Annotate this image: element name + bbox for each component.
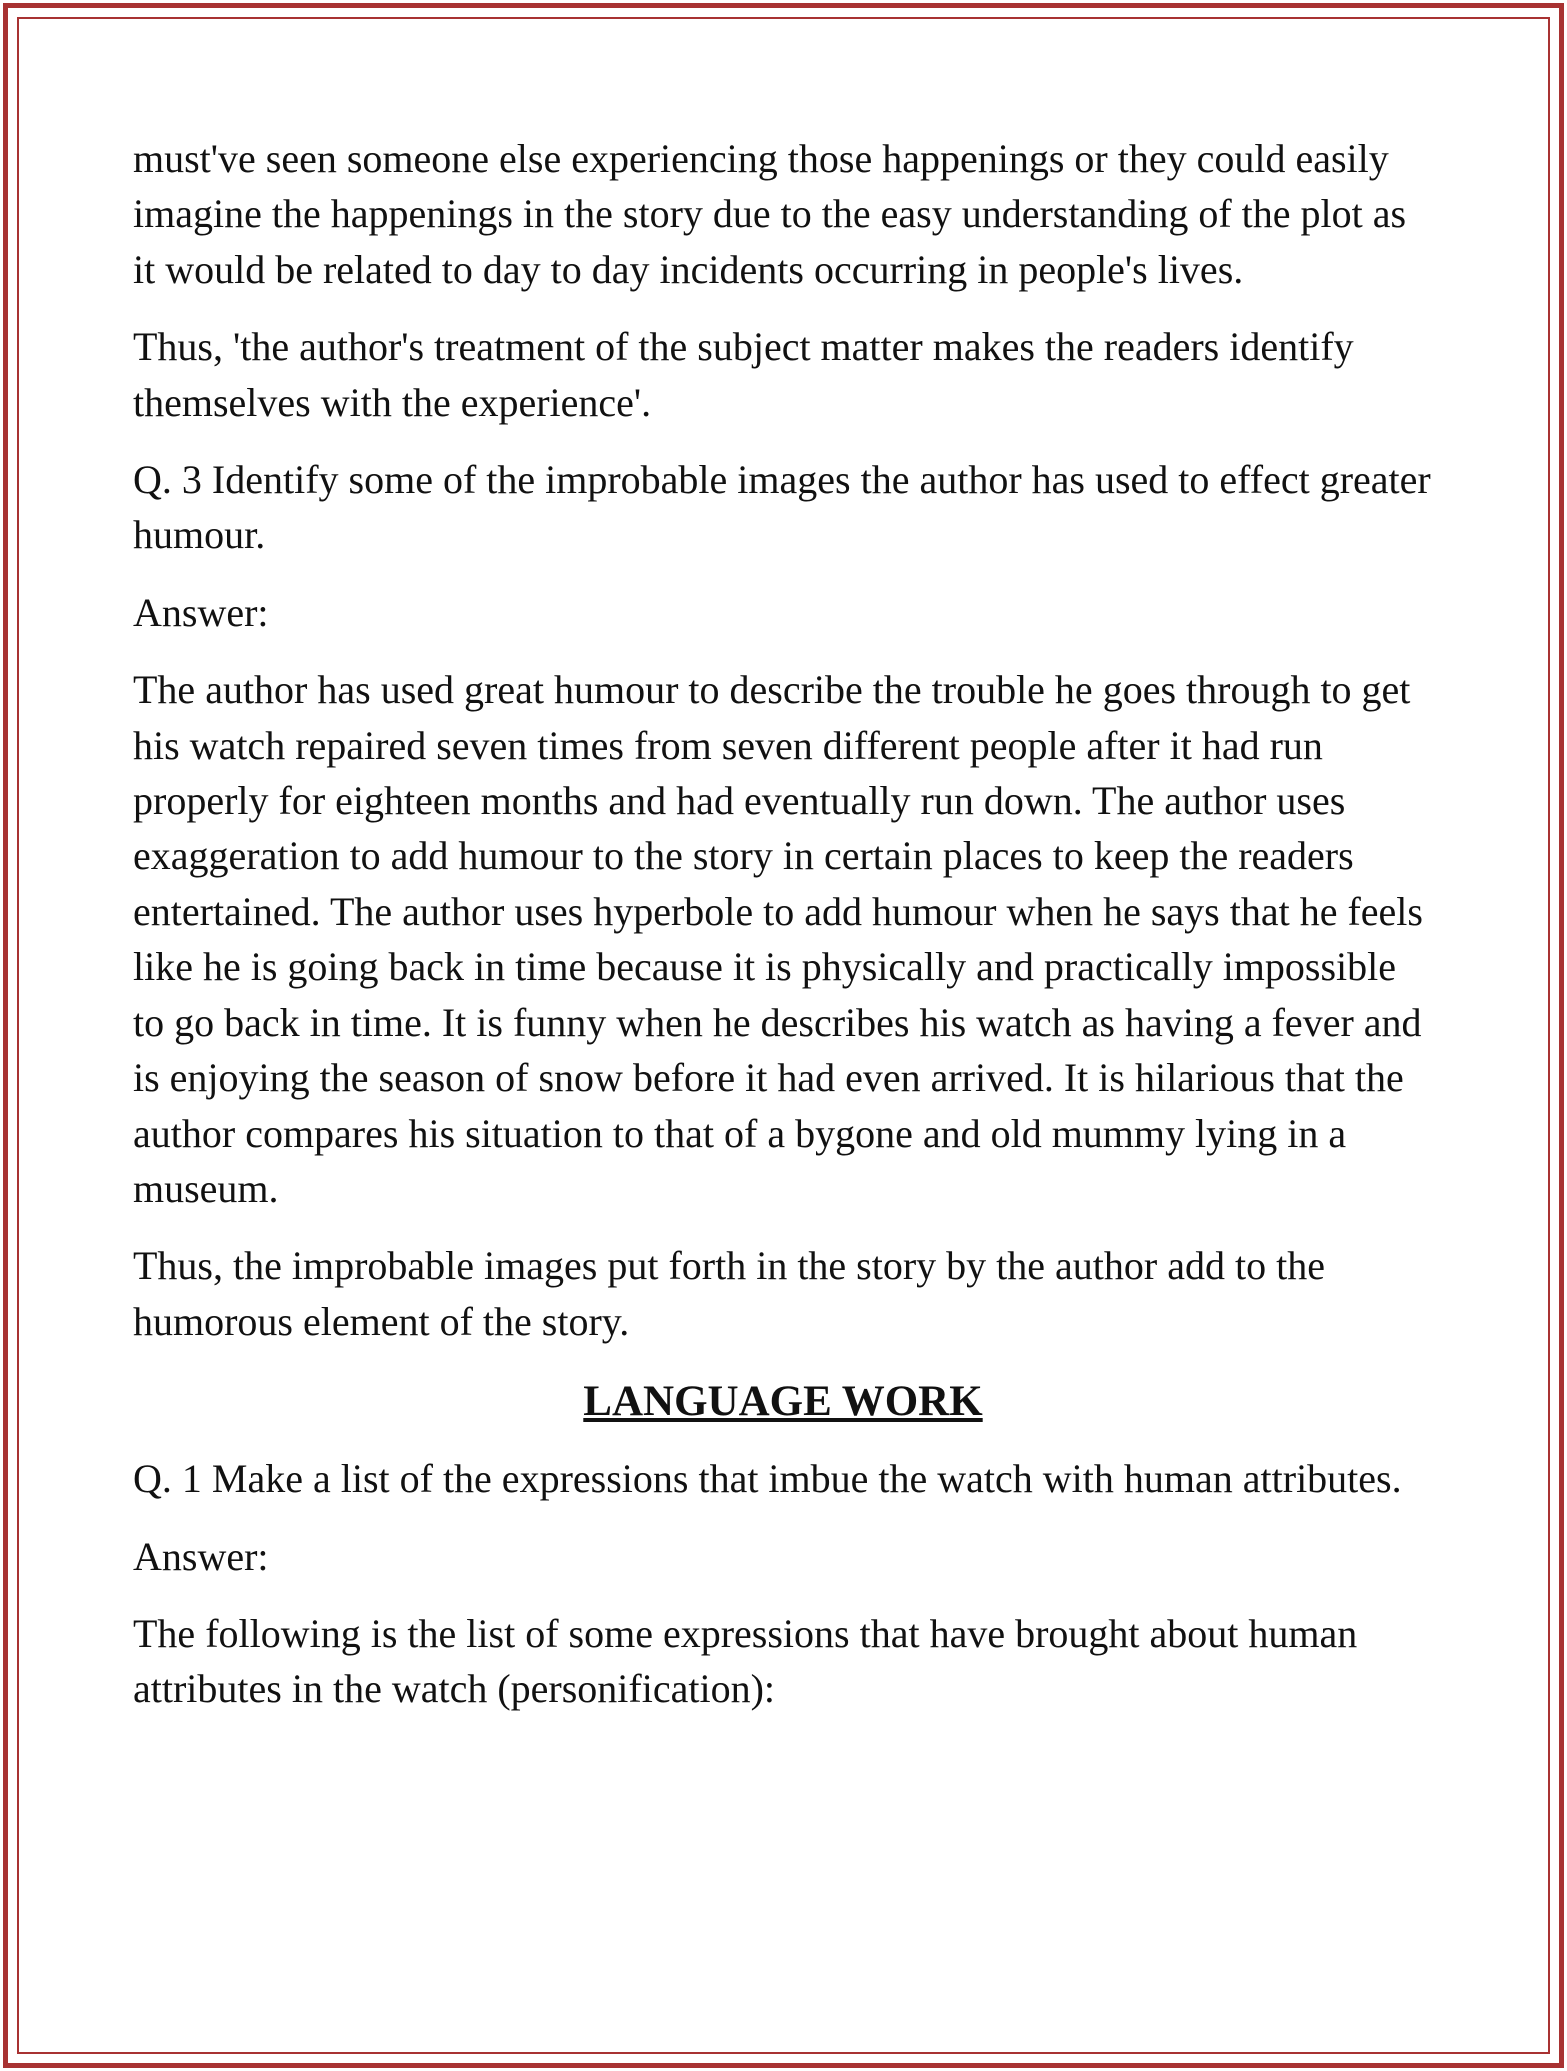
answer-label-q3: Answer: xyxy=(133,589,269,635)
section-heading: LANGUAGE WORK xyxy=(583,1378,983,1426)
paragraph-conclusion-q2: Thus, 'the author's treatment of the subject matter makes the readers identify themselves with the experience'. xyxy=(133,324,1354,425)
paragraph-continuation: must've seen someone else experiencing those happenings or they could easily imagine the happenings in the story due to the easy understanding of the plot as it would be related to day to day incidents occurring in people's lives. xyxy=(133,136,1407,292)
paragraph-conclusion-q3: Thus, the improbable images put forth in the story by the author add to the humorous element of the story. xyxy=(133,1243,1325,1344)
answer-body-q3: The author has used great humour to describe the trouble he goes through to get his watch repaired seven times from seven different people after it had run properly for eighteen months and had eventually run down. The author uses exaggeration to add humour to the story in certain places to keep the readers entertained. The author uses hyperbole to add humour when he says that he feels like he is going back in time because it is physically and practically impossible to go back in time. It is funny when he describes his watch as having a fever and is enjoying the season of snow before it had even arrived. It is hilarious that the author compares his situation to that of a bygone and old mummy lying in a museum. xyxy=(133,667,1423,1211)
answer-label-lq1: Answer: xyxy=(133,1533,269,1579)
document-body xyxy=(133,131,1433,1739)
language-question-1: Q. 1 Make a list of the expressions that imbue the watch with human attributes. xyxy=(133,1456,1402,1502)
answer-body-lq1: The following is the list of some expressions that have brought about human attributes in the watch (personification): xyxy=(133,1610,1358,1712)
question-3: Q. 3 Identify some of the improbable images the author has used to effect greater humour. xyxy=(133,457,1431,558)
